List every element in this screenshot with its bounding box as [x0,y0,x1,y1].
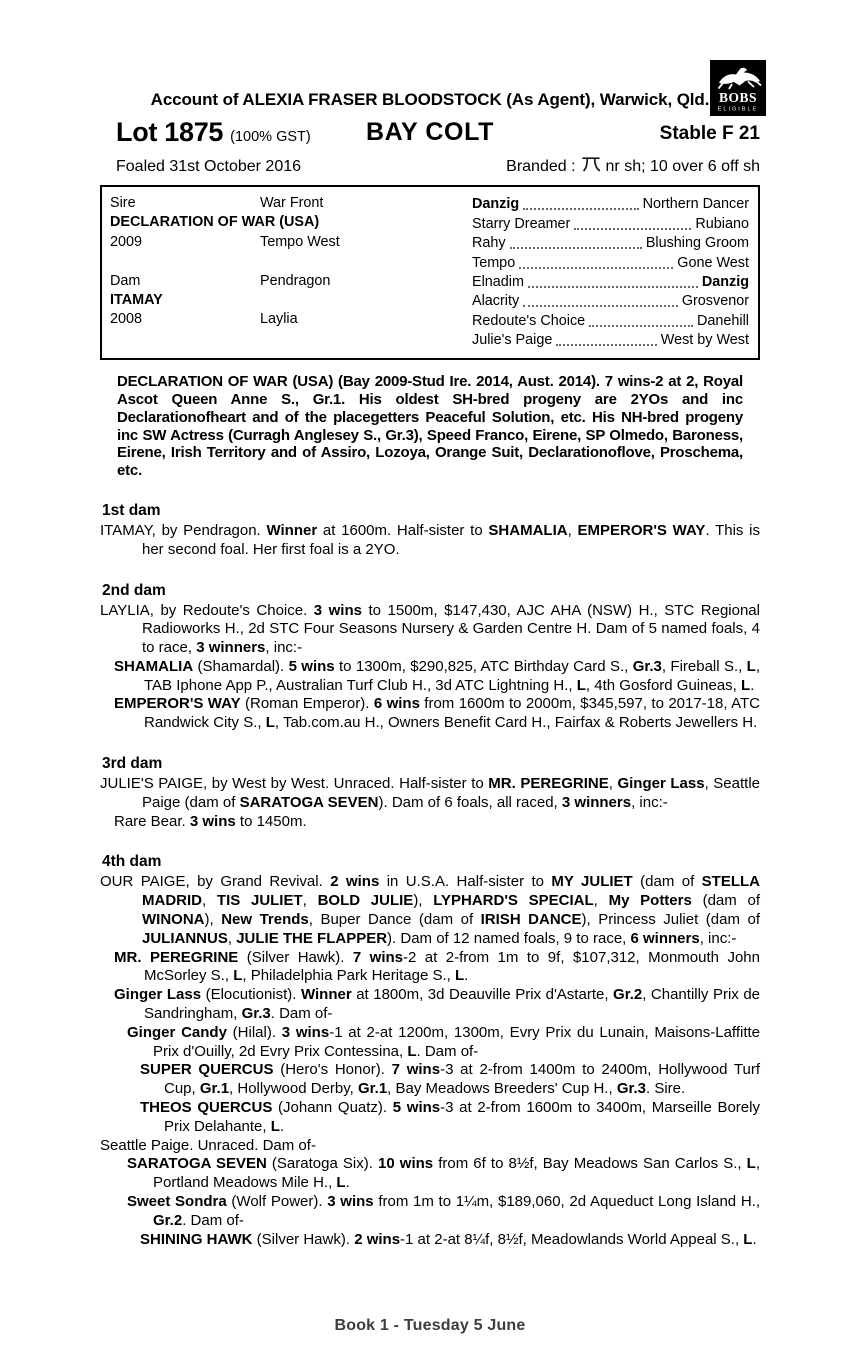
pedigree-entry: ITAMAY, by Pendragon. Winner at 1600m. Half-sister to SHAMALIA, EMPEROR'S WAY. This is her second foal. Her first foal is a 2YO. [100,521,760,558]
ancestor-name: Julie's Paige [472,332,553,349]
pedigree-entry: SHINING HAWK (Silver Hawk). 2 wins-1 at 2-at 8¼f, 8½f, Meadowlands World Appeal S., L. [140,1230,757,1248]
ancestor-pair [472,310,749,329]
empty-cell [260,213,472,232]
brand-symbol-icon [581,156,601,173]
sire-name: DECLARATION OF WAR (USA) [110,214,320,231]
gst-note: (100% GST) [230,129,311,145]
dam-heading: 3rd dam [102,755,163,773]
dam-section-3 [100,755,760,831]
dam-granddam: Laylia [260,311,298,328]
ancestor-name: Gone West [677,254,749,271]
dam-section-1 [100,502,760,560]
lot-left [116,117,311,148]
dam-section-2 [100,582,760,734]
ancestor-pair [472,330,749,349]
lot-row [100,117,760,150]
sire-label: Sire [110,195,136,211]
ancestor-pair [472,272,749,291]
lot-number: Lot 1875 [116,117,224,147]
account-line: Account of ALEXIA FRASER BLOODSTOCK (As Agent), Warwick, Qld. [150,90,710,109]
dot-leader [523,305,678,307]
empty-cell [260,252,472,271]
bobs-logo-text: BOBS [718,90,758,105]
pedigree-entry: SUPER QUERCUS (Hero's Honor). 7 wins-3 at 2-from 1400m to 2400m, Hollywood Turf Cup, Gr.1, Hollywood Derby, Gr.1, Bay Meadows Breeders' Cup H., Gr.3. Sire. [140,1061,761,1098]
ancestor-name: Blushing Groom [645,235,749,252]
branded-label: Branded : [506,158,576,175]
dot-leader [574,228,691,230]
dot-leader [556,344,656,346]
foaled-date: Foaled 31st October 2016 [116,158,302,175]
dam-heading: 4th dam [102,853,162,871]
dam-section-4 [100,853,760,1249]
dam-year: 2008 [110,311,143,328]
book-footer: Book 1 - Tuesday 5 June [334,1317,526,1334]
dam-heading: 2nd dam [102,581,166,599]
pedigree-entry: SHAMALIA (Shamardal). 5 wins to 1300m, $290,825, ATC Birthday Card S., Gr.3, Fireball S., L, TAB Iphone App P., Australian Turf Club H., 3d ATC Lightning H., L, 4th Gosford Guineas, L. [114,657,760,694]
empty-cell [260,330,472,349]
ancestor-name: Rahy [472,235,506,252]
bobs-logo [710,60,766,116]
ancestor-name: Tempo [472,254,516,271]
granddam: Tempo West [260,233,340,250]
grandsire: War Front [260,195,324,211]
pedigree-entry: Ginger Lass (Elocutionist). Winner at 1800m, 3d Deauville Prix d'Astarte, Gr.2, Chantilly Prix de Sandringham, Gr.3. Dam of- [114,986,761,1023]
ancestor-name: Elnadim [472,273,524,290]
ancestor-pair [472,291,749,310]
dot-leader [519,267,673,269]
bobs-logo-subtext: ELIGIBLE [717,106,759,113]
dam-label: Dam [110,272,141,289]
ancestor-pair [472,233,749,252]
empty-cell [110,252,260,271]
ancestor-name: Grosvenor [681,293,749,310]
pedigree-entry: LAYLIA, by Redoute's Choice. 3 wins to 1500m, $147,430, AJC AHA (NSW) H., STC Regional Radioworks H., 2d STC Four Seasons Nursery & Garden Centre H. Dam of 5 named foals, 4 to race, 3 winners, inc:- [100,601,760,657]
pedigree-entry: MR. PEREGRINE (Silver Hawk). 7 wins-2 at 2-from 1m to 9f, $107,312, Monmouth John McSorley S., L, Philadelphia Park Heritage S., L. [114,948,760,985]
horse-title: BAY COLT [366,118,494,146]
dam-heading: 1st dam [102,501,161,519]
damsire: Pendragon [260,272,331,289]
ancestor-name: Alacrity [472,293,520,310]
pedigree-entry: OUR PAIGE, by Grand Revival. 2 wins in U.S.A. Half-sister to MY JULIET (dam of STELLA MADRID, TIS JULIET, BOLD JULIE), LYPHARD'S SPECIAL, My Potters (dam of WINONA), New Trends, Buper Dance (dam of IRISH DANCE), Princess Juliet (dam of JULIANNUS, JULIE THE FLAPPER). Dam of 12 named foals, 9 to race, 6 winners, inc:- [100,873,761,947]
ancestor-name: Danehill [697,312,749,329]
dot-leader [523,208,638,210]
pedigree-entry: Seattle Paige. Unraced. Dam of- [100,1136,316,1154]
branded-desc: nr sh; 10 over 6 off sh [605,158,760,175]
sire-summary: DECLARATION OF WAR (USA) (Bay 2009-Stud Ire. 2014, Aust. 2014). 7 wins-2 at 2, Royal Ascot Queen Anne S., Gr.1. His oldest SH-bred progeny are 2YOs and inc Declarationofheart and of the placegetters Peaceful Solution, etc. His NH-bred progeny inc SW Actress (Curragh Anglesey S., Gr.3), Speed Franco, Eirene, SP Olmedo, Baroness, Eirene, Irish Territory and of Assiro, Lozoya, Orange Suit, Declarationoflove, Proschema, etc. [117,373,743,480]
ancestor-name: Northern Dancer [642,196,749,213]
dot-leader [528,286,698,288]
branded-info [506,154,760,176]
dot-leader [510,247,642,249]
ancestor-pair [472,252,749,271]
pedigree-entry: THEOS QUERCUS (Johann Quatz). 5 wins-3 at 2-from 1600m to 3400m, Marseille Borely Prix Delahante, L. [140,1099,760,1135]
empty-cell [110,330,260,349]
pedigree-entry: Rare Bear. 3 wins to 1450m. [114,812,307,830]
ancestor-name: Starry Dreamer [472,215,571,232]
pedigree-table [100,185,760,360]
ancestor-name: Redoute's Choice [472,312,586,329]
ancestor-name: Rubiano [695,215,749,232]
ancestor-name: West by West [660,332,749,349]
stable-number: Stable F 21 [659,123,760,144]
ancestor-name: Danzig [701,273,749,290]
pedigree-entry: Ginger Candy (Hilal). 3 wins-1 at 2-at 1200m, 1300m, Evry Prix du Lunain, Maisons-Laffitte Prix d'Ouilly, 2d Evry Prix Contessina, L. Dam of- [127,1023,760,1060]
pedigree-entry: EMPEROR'S WAY (Roman Emperor). 6 wins from 1600m to 2000m, $345,597, to 2017-18, ATC Randwick City S., L, Tab.com.au H., Owners Benefit Card H., Fairfax & Roberts Jewellers H. [114,695,760,732]
foaled-row [100,154,760,176]
sire-year: 2009 [110,233,143,250]
pedigree-entry: Sweet Sondra (Wolf Power). 3 wins from 1m to 1¼m, $189,060, 2d Aqueduct Long Island H., Gr.2. Dam of- [127,1193,760,1229]
dot-leader [589,325,693,327]
dam-name: ITAMAY [110,291,163,308]
pedigree-entry: JULIE'S PAIGE, by West by West. Unraced. Half-sister to MR. PEREGRINE, Ginger Lass, Seattle Paige (dam of SARATOGA SEVEN). Dam of 6 foals, all raced, 3 winners, inc:- [100,775,760,811]
pedigree-entry: SARATOGA SEVEN (Saratoga Six). 10 wins from 6f to 8½f, Bay Meadows San Carlos S., L, Portland Meadows Mile H., L. [127,1155,760,1192]
empty-cell [260,291,472,310]
bobs-logo-graphic [710,60,766,116]
ancestor-pair [472,213,749,232]
ancestor-pair [472,194,749,213]
ancestor-name: Danzig [472,196,520,213]
